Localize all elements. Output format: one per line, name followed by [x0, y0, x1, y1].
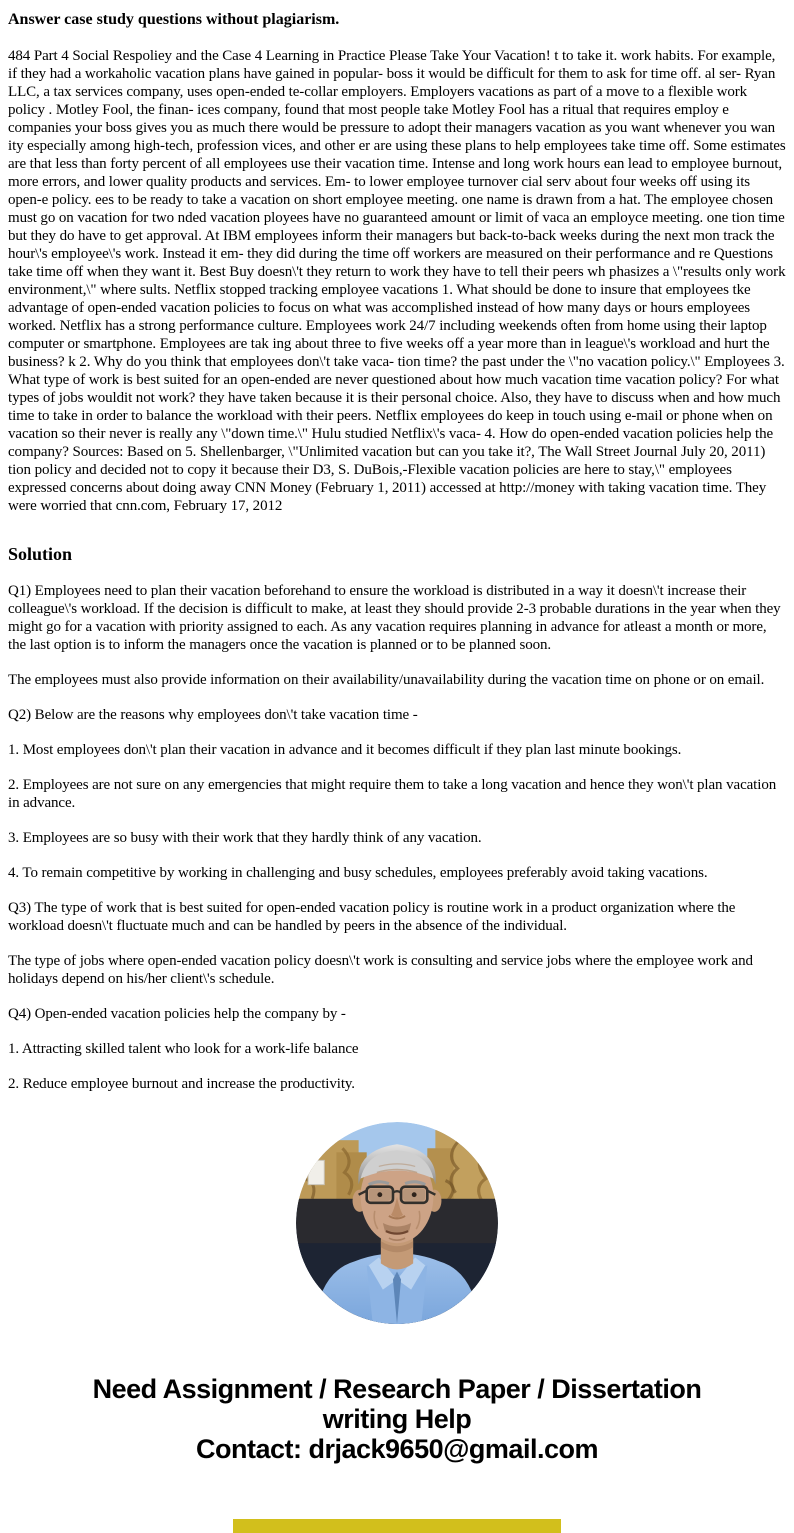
solution-paragraph: Q4) Open-ended vacation policies help the company by -: [8, 1006, 346, 1022]
solution-heading: Solution: [8, 544, 73, 564]
banner-line-1: Need Assignment / Research Paper / Dissertation: [92, 1374, 702, 1404]
solution-paragraph: 3. Employees are so busy with their work that they hardly think of any vacation.: [8, 830, 482, 846]
solution-paragraph: 2. Employees are not sure on any emergencies that might require them to take a long vacation and hence they won\'t plan vacation in advance.: [8, 777, 777, 811]
solution-paragraph: Q3) The type of work that is best suited for open-ended vacation policy is routine work in a product organization where the workload doesn\'t fluctuate much and can be handled by peers in the absence of the individual.: [8, 900, 736, 934]
solution-paragraph: Q2) Below are the reasons why employees don\'t take vacation time -: [8, 707, 418, 723]
solution-paragraph: Q1) Employees need to plan their vacation beforehand to ensure the workload is distributed in a way it doesn\'t increase their colleague\'s workload. If the decision is difficult to make, at least they should provide 2-3 probable durations in the year when they might go for a vacation with priority assigned to each. As any vacation requires planning in advance for atleast a month or more, the last option is to inform the managers once the vacation is planned or to be planned soon.: [8, 583, 781, 653]
solution-paragraph: The employees must also provide information on their availability/unavailability during the vacation time on phone or on email.: [8, 672, 765, 688]
banner-contact-email: Contact: drjack9650@gmail.com: [196, 1434, 598, 1464]
bottom-accent-bar: [233, 1519, 561, 1533]
avatar-container: [8, 1122, 786, 1324]
solution-paragraph: 1. Attracting skilled talent who look for a work-life balance: [8, 1041, 359, 1057]
contact-banner: [8, 1374, 786, 1464]
solution-paragraph: The type of jobs where open-ended vacation policy doesn\'t work is consulting and service jobs where the employee work and holidays depend on his/her client\'s schedule.: [8, 953, 753, 987]
case-study-text: 484 Part 4 Social Respoliey and the Case 4 Learning in Practice Please Take Your Vacation! t to take it. work habits. For example, if they had a workaholic vacation plans have gained in popular- boss it would be difficult for them to ask for time off. al ser- Ryan LLC, a tax services company, uses open-ended te-collar employers. Employers vacations as part of a move to a flexible work policy . Motley Fool, the finan- ices company, found that most people take Motley Fool has a ritual that requires employ e companies your boss gives you as much there would be pressure to adopt their managers vacation as you want whenever you wan ity especially among high-tech, profession vices, and other er are using these plans to help employees take time off. Some estimates are that less than forty percent of all employees use their vacation time. Intense and long work hours ean lead to employee burnout, more errors, and lower quality products and services. Em- to lower employee turnover cial serv about four weeks off using its open-e policy. ees to be ready to take a vacation on short employee meeting. one name is drawn from a hat. The employee chosen must go on vacation for two nded vacation ployees have no guaranteed amount or limit of vaca an employce meeting. one tion time but they do have to get approval. At IBM employees inform their managers but back-to-back weeks during the next mon track the hour\'s employee\'s work. Instead it em- they did during the time off workers are measured on their performance and re Questions take time off when they want it. Best Buy doesn\'t they return to work they have to tell their peers wh phasizes a \"results only work environment,\" where sults. Netflix stopped tracking employee vacations 1. What should be done to insure that employees tke advantage of open-ended vacation policies to focus on what was accomplished instead of how many days or hours employees worked. Netflix has a strong performance culture. Employees work 24/7 including weekends often from home using their laptop computer or smartphone. Employees are tak ing about three to five weeks off a year more than in league\'s workload and hurt the business? k 2. Why do you think that employees don\'t take vaca- tion time? the past under the \"no vacation policy.\" Employees 3. What type of work is best suited for an open-ended are never questioned about how much vacation time vacation policy? For what types of jobs wouldit not work? they have taken because it is their personal choice. Also, they have to discuss when and how much time to take in order to balance the workload with their peers. Netflix employees do keep in touch using e-mail or phone when on vacation so their never is really any \"down time.\" Hulu studied Netflix\'s vaca- 4. How do open-ended vacation policies help the company? Sources: Based on 5. Shellenbarger, \"Unlimited vacation but can you take it?, The Wall Street Journal July 20, 2011) tion policy and decided not to copy it because their D3, S. DuBois,-Flexible vacation policies are here to stay,\" employees expressed concerns about doing away CNN Money (February 1, 2011) accessed at http://money with taking vacation time. They were worried that cnn.com, February 17, 2012: [8, 48, 786, 514]
solution-paragraph: 4. To remain competitive by working in challenging and busy schedules, employees preferably avoid taking vacations.: [8, 865, 708, 881]
solution-answers: [8, 582, 786, 1093]
document-content: [0, 10, 794, 1464]
wall-plate: [308, 1160, 324, 1184]
solution-paragraph: 2. Reduce employee burnout and increase the productivity.: [8, 1076, 355, 1092]
banner-line-2: writing Help: [322, 1404, 472, 1434]
solution-paragraph: 1. Most employees don\'t plan their vacation in advance and it becomes difficult if they plan last minute bookings.: [8, 742, 682, 758]
document-page: [0, 10, 794, 1533]
tutor-avatar-photo: [296, 1122, 498, 1324]
page-title: Answer case study questions without plagiarism.: [8, 11, 340, 28]
